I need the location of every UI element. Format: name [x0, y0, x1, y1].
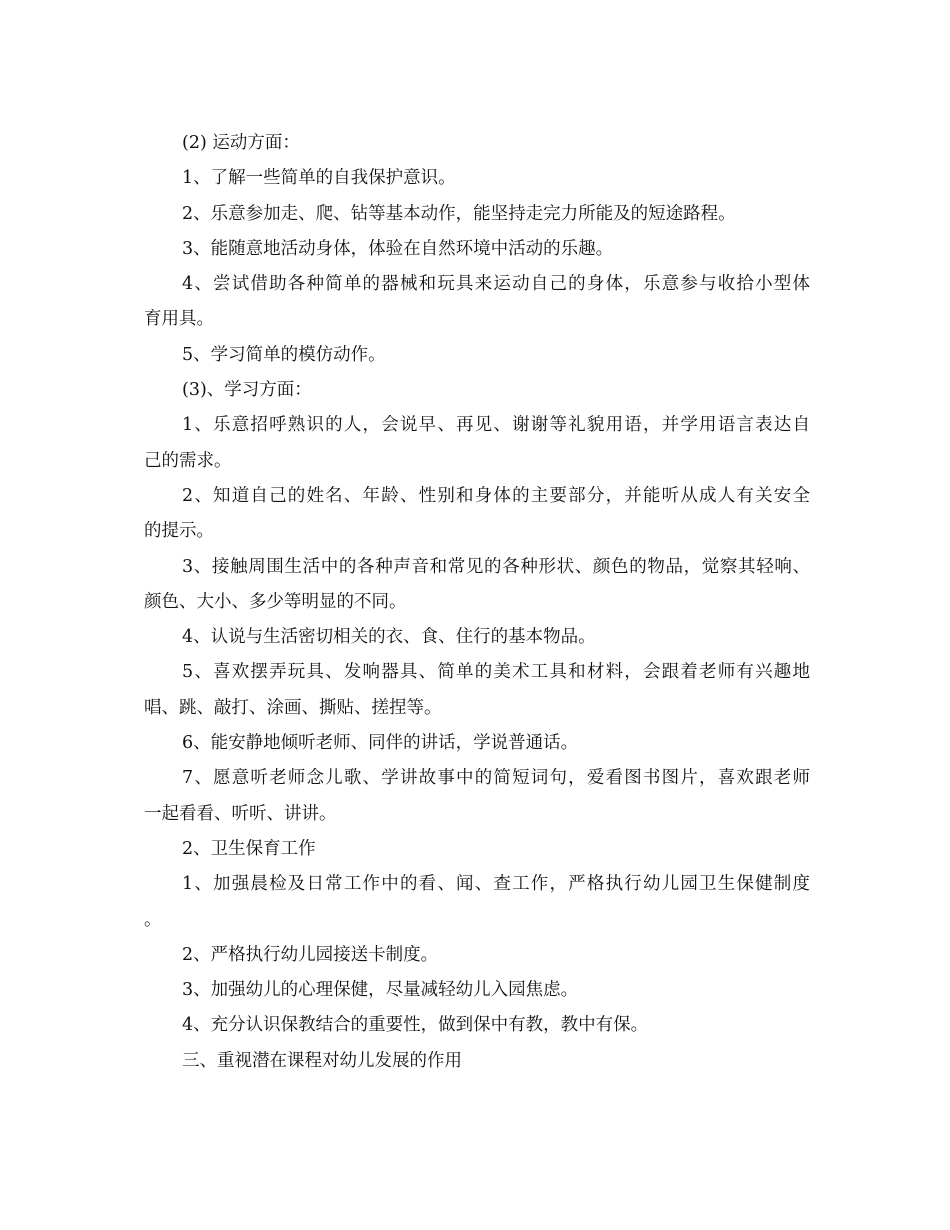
section-heading-learning: (3)、学习方面： [182, 380, 312, 401]
paragraph-line: 2、乐意参加走、爬、钻等基本动作，能坚持走完力所能及的短途路程。 [182, 203, 736, 224]
paragraph-line-continued: 一起看看、听听、讲讲。 [144, 803, 337, 824]
paragraph-line: 4、认说与生活密切相关的衣、食、住行的基本物品。 [182, 627, 596, 648]
paragraph-line: 4、尝试借助各种简单的器械和玩具来运动自己的身体，乐意参与收拾小型体 [182, 274, 810, 295]
paragraph-line-continued: 的提示。 [144, 521, 214, 542]
paragraph-line: 5、喜欢摆弄玩具、发响器具、简单的美术工具和材料，会跟着老师有兴趣地 [182, 662, 810, 683]
paragraph-line: 3、能随意地活动身体，体验在自然环境中活动的乐趣。 [182, 238, 614, 259]
paragraph-line-continued: 。 [144, 909, 162, 930]
paragraph-line-continued: 育用具。 [144, 309, 214, 330]
paragraph-line: 2、严格执行幼儿园接送卡制度。 [182, 944, 439, 965]
section-heading-curriculum: 三、重视潜在课程对幼儿发展的作用 [182, 1050, 462, 1071]
document-page [144, 126, 810, 1079]
paragraph-line: 1、加强晨检及日常工作中的看、闻、查工作，严格执行幼儿园卫生保健制度 [182, 874, 810, 895]
paragraph-line: 4、充分认识保教结合的重要性，做到保中有教，教中有保。 [182, 1015, 649, 1036]
paragraph-line-continued: 颜色、大小、多少等明显的不同。 [144, 591, 407, 612]
paragraph-line: 3、接触周围生活中的各种声音和常见的各种形状、颜色的物品，觉察其轻响、 [182, 556, 810, 577]
paragraph-line: 5、学习简单的模仿动作。 [182, 344, 386, 365]
paragraph-line: 1、了解一些简单的自我保护意识。 [182, 168, 456, 189]
section-heading-sports: (2) 运动方面： [182, 133, 300, 153]
paragraph-line: 2、知道自己的姓名、年龄、性别和身体的主要部分，并能听从成人有关安全 [182, 485, 810, 506]
paragraph-line: 7、愿意听老师念儿歌、学讲故事中的简短词句，爱看图书图片，喜欢跟老师 [182, 768, 810, 789]
paragraph-line: 1、乐意招呼熟识的人，会说早、再见、谢谢等礼貌用语，并学用语言表达自 [182, 415, 810, 436]
paragraph-line-continued: 己的需求。 [144, 450, 232, 471]
paragraph-line-continued: 唱、跳、敲打、涂画、撕贴、搓捏等。 [144, 697, 442, 718]
paragraph-line: 3、加强幼儿的心理保健，尽量减轻幼儿入园焦虑。 [182, 980, 579, 1001]
section-heading-hygiene: 2、卫生保育工作 [182, 838, 316, 859]
paragraph-line: 6、能安静地倾听老师、同伴的讲话，学说普通话。 [182, 733, 579, 754]
